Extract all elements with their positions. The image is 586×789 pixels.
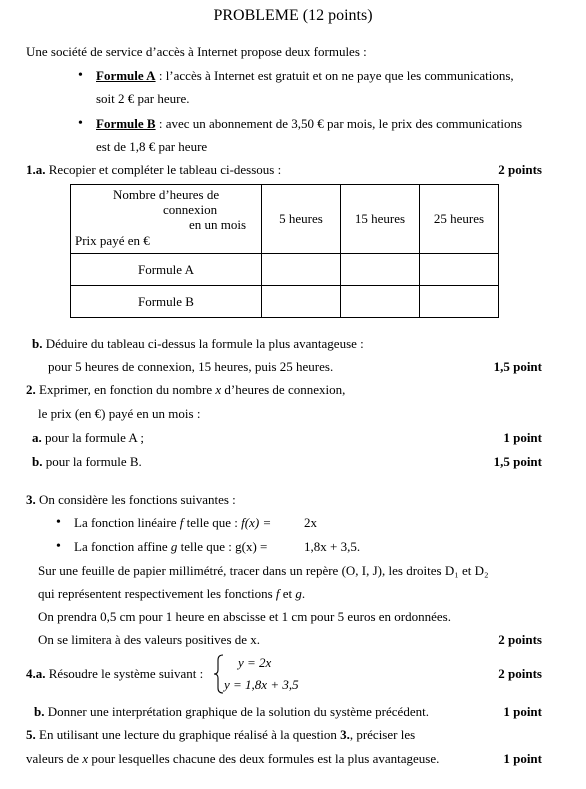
table-row-label: Formule A	[71, 254, 262, 286]
q5-text: En utilisant une lecture du graphique réalisé à la question	[35, 727, 341, 742]
f1-line	[74, 515, 271, 531]
table-hdr-line3: en un mois	[189, 217, 247, 232]
table-hdr-line2: connexion	[163, 202, 218, 217]
bullet-icon: •	[78, 68, 83, 83]
f2-text: La fonction affine	[74, 539, 171, 554]
f2-value: 1,8x + 3,5.	[304, 539, 361, 554]
table-header-row	[71, 185, 499, 254]
q1a-text: Recopier et compléter le tableau ci-dessous :	[45, 162, 282, 177]
f2-name: g	[170, 539, 178, 554]
f1-name: f	[179, 515, 184, 530]
f1-expr: f(x) =	[241, 515, 272, 530]
q3-instruction-2	[38, 586, 305, 602]
table-row	[71, 286, 499, 318]
q1b-text2: pour 5 heures de connexion, 15 heures, puis 25 heures.	[48, 359, 334, 374]
q2-text1: Exprimer, en fonction du nombre	[35, 382, 216, 397]
f1-text2: telle que :	[183, 515, 242, 530]
q5-ref: 3.	[340, 727, 350, 742]
q3-line	[26, 492, 236, 508]
table-row-label: Formule B	[71, 286, 262, 318]
q1b-num: b.	[32, 336, 43, 351]
q3-l2f: f	[275, 586, 280, 601]
bullet-icon: •	[56, 539, 61, 554]
bullet-icon: •	[56, 515, 61, 530]
q4b-text: Donner une interprétation graphique de la solution du système précédent.	[44, 704, 429, 719]
q5-l2b: pour lesquelles chacune des deux formules est la plus avantageuse.	[88, 751, 440, 766]
q4b-line	[34, 704, 429, 720]
table-corner-cell	[71, 185, 262, 254]
formule-a-text2: soit 2 € par heure.	[96, 91, 190, 106]
intro-text: Une société de service d’accès à Internet propose deux formules :	[26, 44, 367, 59]
q1b-text: Déduire du tableau ci-dessus la formule la plus avantageuse :	[42, 336, 364, 351]
q1b-line	[32, 336, 364, 352]
q2-var: x	[215, 382, 222, 397]
q3-l2a: qui représentent respectivement les fonctions	[38, 586, 276, 601]
q5-num: 5.	[26, 727, 36, 742]
q5-line2	[26, 751, 439, 767]
q3-l2m: et	[279, 586, 296, 601]
q1a-line	[26, 162, 281, 178]
formule-b-line	[96, 116, 522, 132]
q2-line	[26, 382, 345, 398]
q5-line	[26, 727, 415, 743]
q5-text2: , préciser les	[349, 727, 416, 742]
table-cell[interactable]	[341, 254, 420, 286]
q2b-points: 1,5 point	[493, 454, 542, 469]
q4b-points: 1 point	[503, 704, 542, 719]
formule-a-line	[96, 68, 514, 84]
q2a-text: pour la formule A ;	[41, 430, 144, 445]
formule-a-label: Formule A	[96, 68, 156, 83]
table-row	[71, 254, 499, 286]
q2-line2: le prix (en €) payé en un mois :	[38, 406, 201, 421]
q5-l2a: valeurs de	[26, 751, 83, 766]
q4a-points: 2 points	[498, 666, 542, 681]
q4b-num: b.	[34, 704, 45, 719]
formule-b-text: : avec un abonnement de 3,50 € par mois, le prix des communications	[155, 116, 523, 131]
system-eq2: y = 1,8x + 3,5	[224, 677, 299, 692]
table-hdr-line4: Prix payé en €	[75, 233, 150, 248]
bullet-icon: •	[78, 116, 83, 131]
table-cell[interactable]	[341, 286, 420, 318]
table-cell[interactable]	[262, 254, 341, 286]
q2a-points: 1 point	[503, 430, 542, 445]
q3-l2g: g	[295, 586, 302, 601]
q3-num: 3.	[26, 492, 36, 507]
table-cell[interactable]	[262, 286, 341, 318]
q3-l2e: .	[301, 586, 306, 601]
table-col-header: 25 heures	[420, 185, 499, 254]
table-hdr-line1: Nombre d’heures de	[113, 187, 220, 202]
q4a-num: 4.a.	[26, 666, 46, 681]
q2-num: 2.	[26, 382, 36, 397]
q3-points: 2 points	[498, 632, 542, 647]
system-eq1: y = 2x	[238, 655, 272, 670]
q2b-line	[32, 454, 142, 470]
q2b-num: b.	[32, 454, 43, 469]
q1b-points: 1,5 point	[493, 359, 542, 374]
q4a-line	[26, 666, 203, 682]
q3-text: On considère les fonctions suivantes :	[35, 492, 236, 507]
q2b-text: pour la formule B.	[42, 454, 142, 469]
q3-instruction-3: On prendra 0,5 cm pour 1 heure en abscisse et 1 cm pour 5 euros en ordonnées.	[38, 609, 451, 624]
f1-text: La fonction linéaire	[74, 515, 180, 530]
q1a-points: 2 points	[498, 162, 542, 177]
formule-b-label: Formule B	[96, 116, 156, 131]
formule-a-text: : l’accès à Internet est gratuit et on ne paye que les communications,	[155, 68, 514, 83]
table-col-header: 5 heures	[262, 185, 341, 254]
q2a-line	[32, 430, 144, 446]
q5-l2x: x	[82, 751, 89, 766]
f1-value: 2x	[304, 515, 317, 530]
q1a-num: 1.a.	[26, 162, 46, 177]
table-col-header: 15 heures	[341, 185, 420, 254]
q2-text2: d’heures de connexion,	[221, 382, 346, 397]
formule-b-text2: est de 1,8 € par heure	[96, 139, 208, 154]
q5-points: 1 point	[503, 751, 542, 766]
f2-text2: telle que : g(x) =	[177, 539, 268, 554]
q3-instruction-4: On se limitera à des valeurs positives de x.	[38, 632, 261, 647]
price-table	[70, 184, 499, 318]
page-title: PROBLEME (12 points)	[213, 7, 373, 24]
table-cell[interactable]	[420, 286, 499, 318]
table-cell[interactable]	[420, 254, 499, 286]
q2a-num: a.	[32, 430, 42, 445]
q3-instruction-1: Sur une feuille de papier millimétré, tracer dans un repère (O, I, J), les droites D₁ et D₂	[38, 563, 489, 578]
q4a-text: Résoudre le système suivant :	[45, 666, 204, 681]
f2-line	[74, 539, 267, 555]
